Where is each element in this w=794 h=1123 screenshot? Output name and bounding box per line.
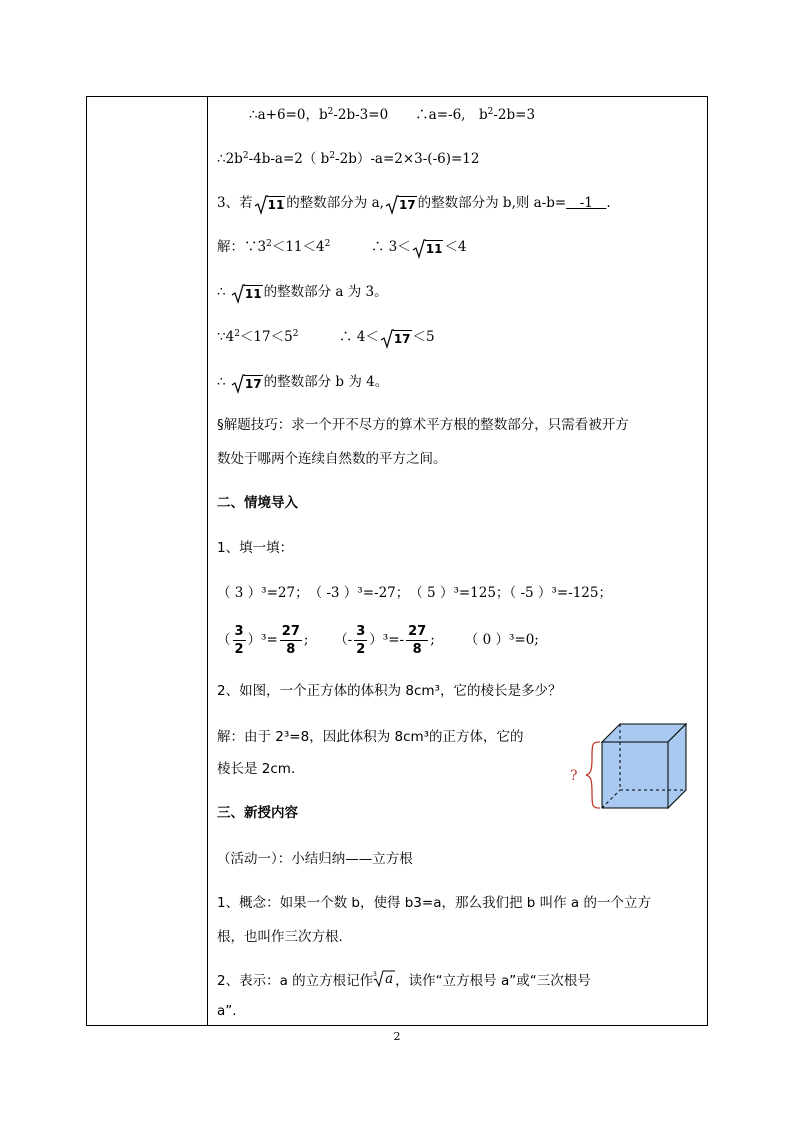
answer-blank: -1 <box>566 195 607 211</box>
answer-line-2: 棱长是 2cm. <box>217 761 296 777</box>
cube-figure <box>554 718 694 818</box>
cube-equations-1: （ 3 ）³=27； （ -3 ）³=-27； （ 5 ）³=125；（ -5 ）³=-125； <box>217 585 612 601</box>
sqrt-17: 17 <box>380 329 412 349</box>
solution-line-2: ∴ 11 的整数部分 a 为 3。 <box>217 282 388 304</box>
question-3: 3、若 11 的整数部分为 a, 17 的整数部分为 b,则 a-b= -1 . <box>217 193 611 215</box>
fraction: $\frac{3}{2}$ <box>356 624 366 657</box>
concept-line-1: 1、概念：如果一个数 b，使得 b3=a，那么我们把 b 叫作 a 的一个立方 <box>217 895 651 911</box>
cube-equations-2: （ $\frac{3}{2}$ ）³= $\frac{27}{8}$ ; （- $\frac{3}{2}$ ）³=- $\frac{27}{8}$ ; （ 0 ）³=0; <box>217 624 539 657</box>
tip-line-2: 数处于哪两个连续自然数的平方之间。 <box>217 451 447 467</box>
sqrt-11: 11 <box>231 284 263 304</box>
fraction: $\frac{27}{8}$ <box>281 624 300 657</box>
fill-in-heading: 1、填一填： <box>217 540 294 556</box>
question-mark-label: ? <box>570 768 578 784</box>
sqrt-17: 17 <box>385 195 417 215</box>
sqrt-11: 11 <box>254 195 286 215</box>
solution-line-3: $\because 4^2<17<5^2$ ∴ 4＜ 17 ＜5 <box>217 327 435 349</box>
tip-line-1: §解题技巧：求一个开不尽方的算术平方根的整数部分，只需看被开方 <box>217 417 629 433</box>
section-heading-3: 三、新授内容 <box>217 805 298 821</box>
fraction: $\frac{27}{8}$ <box>408 624 427 657</box>
line-derivation-2: $\therefore 2b^2-4b-a=2$（ $b^2-2b)-a=2\times 3-(-6)=12$ <box>217 151 480 167</box>
fraction: $\frac{3}{2}$ <box>234 624 244 657</box>
page-number: 2 <box>393 1030 401 1043</box>
column-divider <box>207 97 208 1025</box>
activity-heading: （活动一）：小结归纳——立方根 <box>217 851 413 867</box>
solution-line-1: 解：$\because 3^2<11<4^2$ ∴ 3＜ 11 ＜4 <box>217 237 467 259</box>
question-2: 2、如图，一个正方体的体积为 8cm³，它的棱长是多少？ <box>217 683 562 699</box>
notation-line-1: 2、表示：a 的立方根记作 3 a ，读作“立方根号 a”或“三次根号 <box>217 969 591 993</box>
notation-line-2: a”. <box>217 1003 237 1019</box>
svg-text:3: 3 <box>373 971 377 978</box>
lesson-table <box>86 96 708 1026</box>
cube-root-symbol: 3 a <box>373 971 394 987</box>
line-derivation-1: ∴a+6=0，$b^2-2b-3=0$ ∴a=-6, $b^2-2b=3$ <box>249 107 536 123</box>
sqrt-11: 11 <box>412 239 444 259</box>
solution-line-4: ∴ 17 的整数部分 b 为 4。 <box>217 372 388 394</box>
sqrt-17: 17 <box>231 374 263 394</box>
answer-line-1: 解：由于 2³=8，因此体积为 8cm³的正方体，它的 <box>217 729 524 745</box>
concept-line-2: 根，也叫作三次方根. <box>217 929 343 945</box>
section-heading-2: 二、情境导入 <box>217 495 298 511</box>
